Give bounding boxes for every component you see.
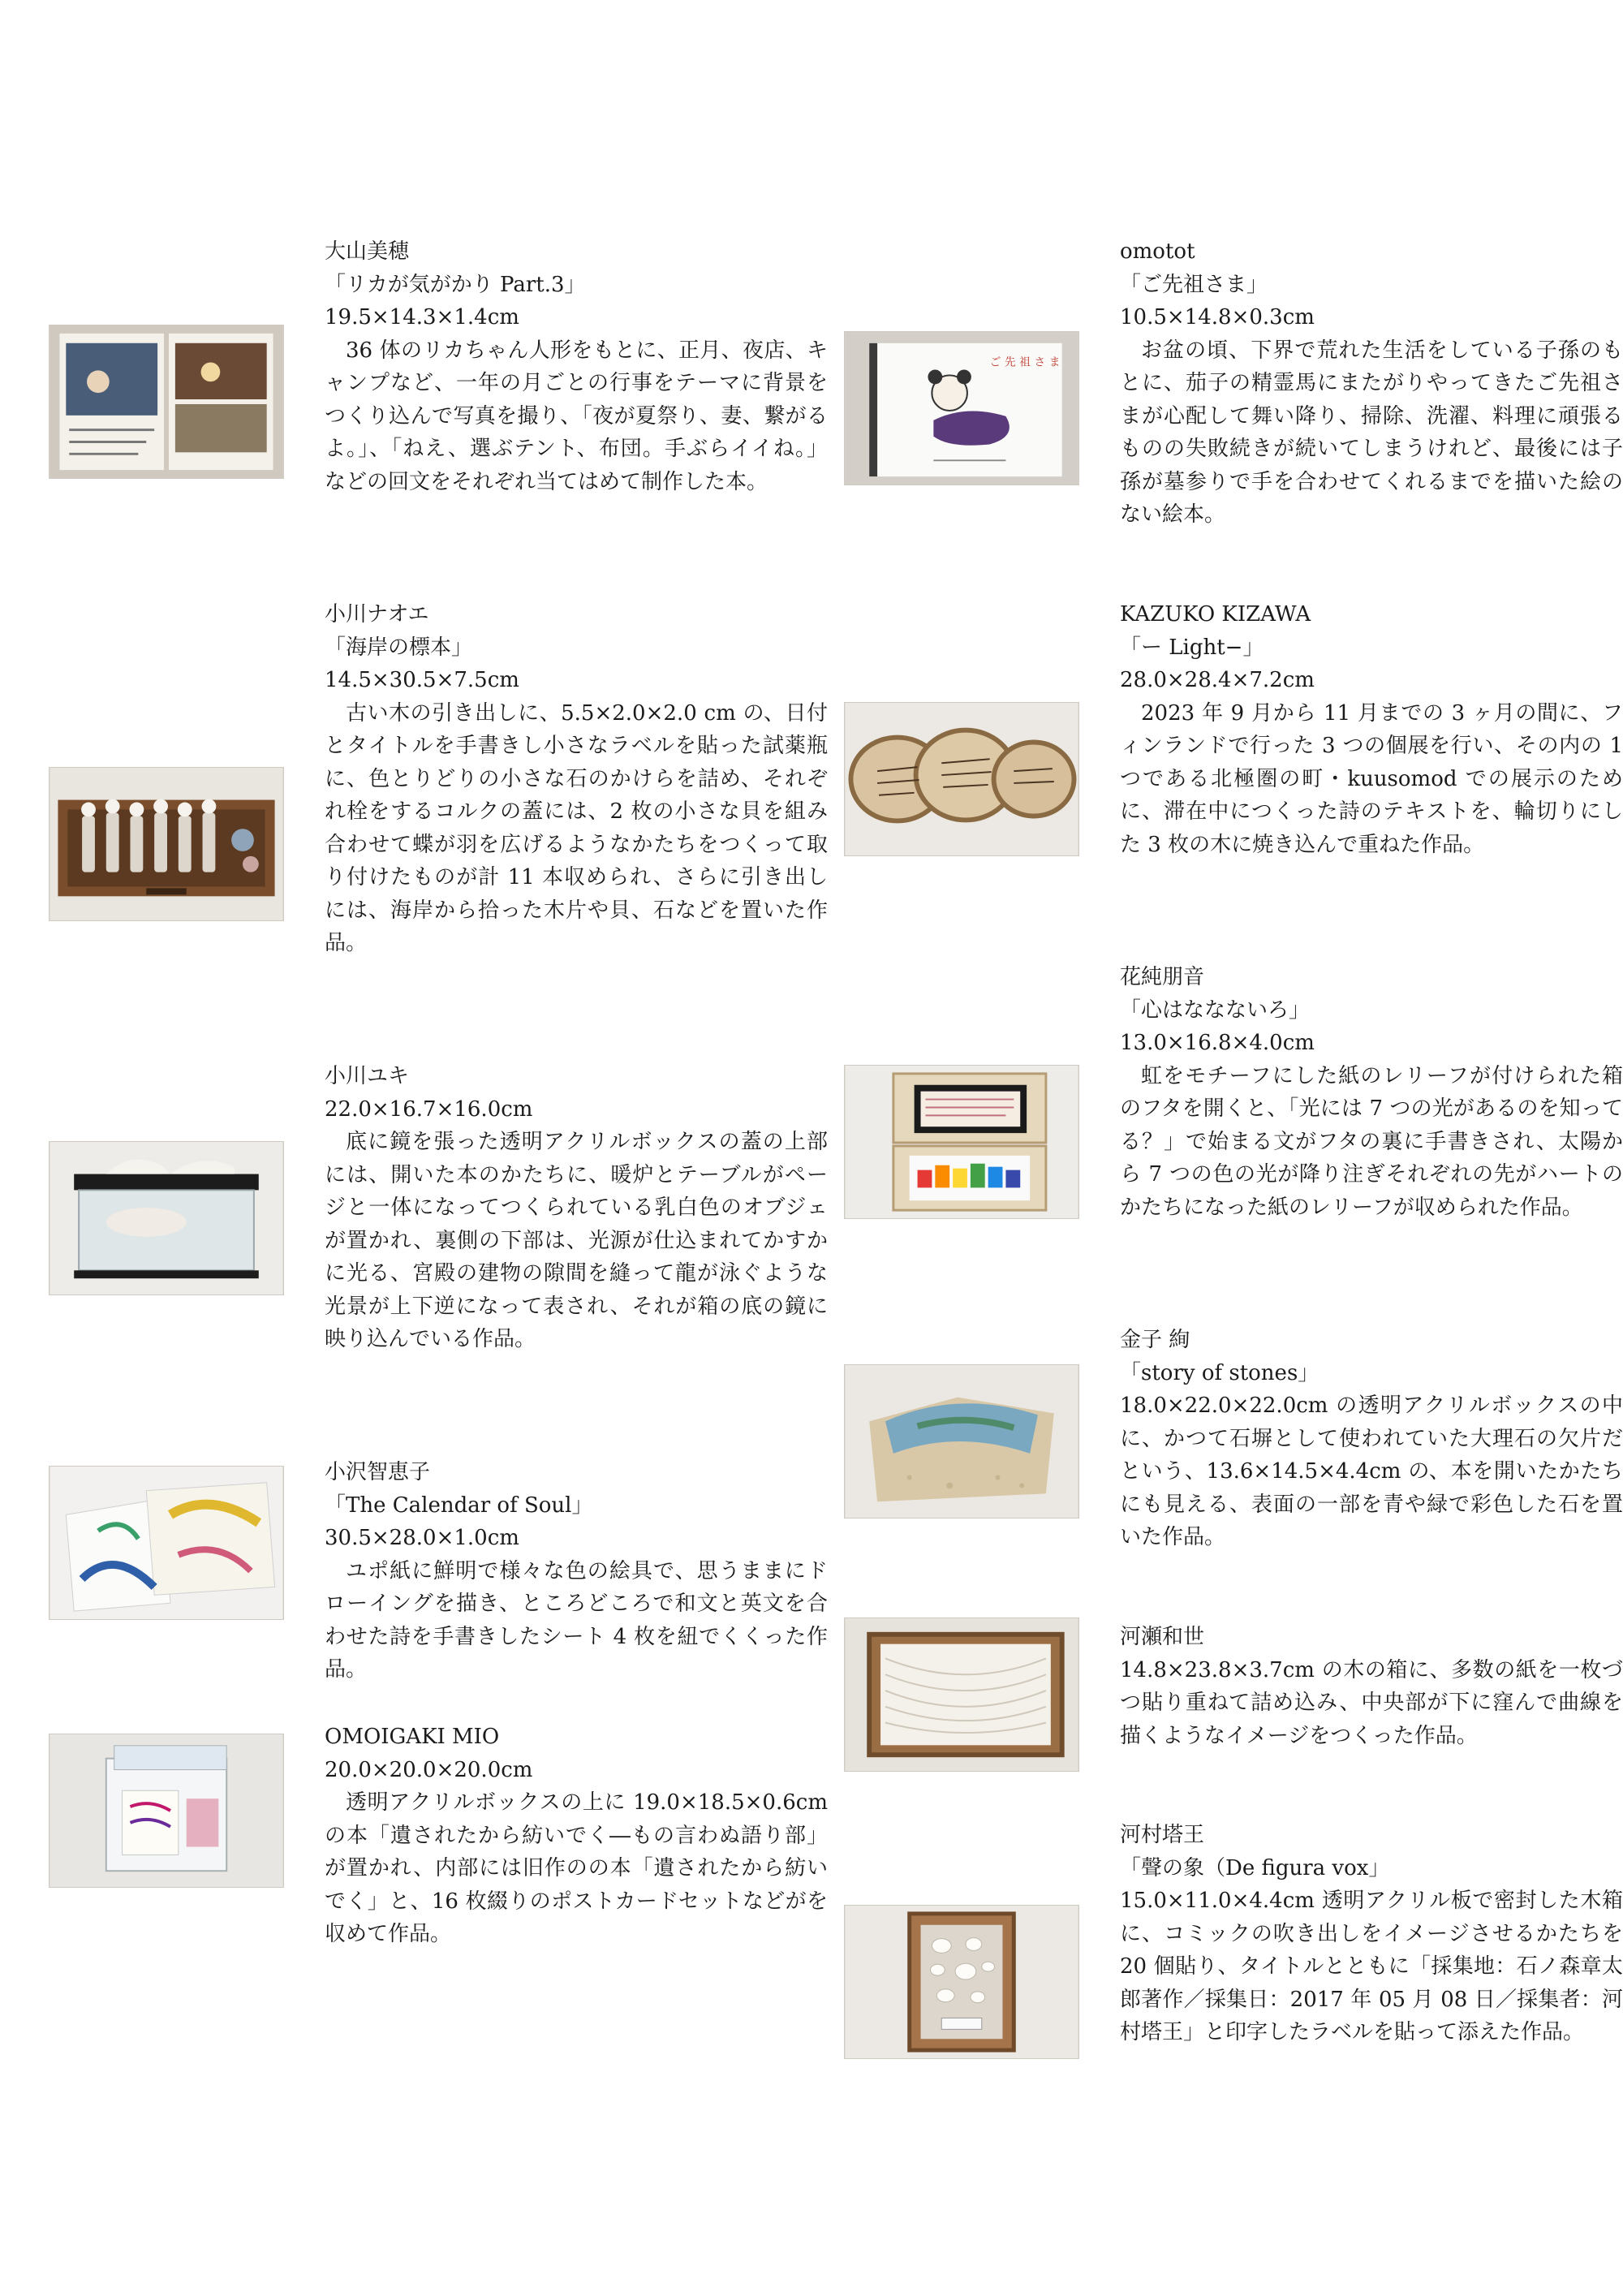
specimen-box-icon [844, 1905, 1079, 2059]
work-description: 透明アクリル板で密封した木箱に、コミックの吹き出しをイメージさせるかたちを 20 個貼り、タイトルとともに「採集地：石ノ森章太郎著作／採集日：2017 年 05 月 08 日／採集者：河村塔王」と印字したラベルを貼って添えた作品。 [1120, 1889, 1623, 2044]
work-description: ユポ紙に鮮明で様々な色の絵具で、思うままにドローイングを描き、ところどころで和文と英文を合わせた詩を手書きしたシート 4 枚を紐でくくった作品。 [325, 1558, 828, 1682]
work-size: 19.5×14.3×1.4cm [325, 305, 519, 330]
entry-text [325, 235, 828, 498]
work-description: の木の箱に、多数の紙を一枚づつ貼り重ねて詰め込み、中央部が下に窪んで曲線を描くようなイメージをつくった作品。 [1120, 1657, 1623, 1748]
wood-slices-icon [844, 702, 1079, 856]
work-size: 14.5×30.5×7.5cm [325, 668, 519, 692]
work-title: 「The Calendar of Soul」 [325, 1493, 593, 1518]
stone-icon [844, 1364, 1079, 1518]
acrylic-box-icon [49, 1141, 284, 1295]
work-title: 「ー Light−」 [1120, 635, 1264, 660]
artist-name: 花純朋音 [1120, 965, 1205, 989]
work-title: 「海岸の標本」 [325, 635, 473, 660]
work-description: 透明アクリルボックスの上に 19.0×18.5×0.6cm の本「遺されたから紡いでく―もの言わぬ語り部」が置かれ、内部には旧作のの本「遺されたから紡いでく」と、16 枚綴りのポストカードセットなどがを収めて作品。 [325, 1790, 828, 1946]
work-description-block [1120, 1654, 1623, 1753]
work-title: 「ご先祖さま」 [1120, 272, 1268, 297]
svg-text:ご 先 祖 さ ま: ご 先 祖 さ ま [989, 355, 1061, 369]
work-size: 13.0×16.8×4.0cm [1120, 1031, 1315, 1055]
work-description-block [1120, 1389, 1623, 1554]
entry-text [325, 598, 828, 960]
artist-name: 小川ナオエ [325, 602, 429, 627]
work-size: 28.0×28.4×7.2cm [1120, 668, 1315, 692]
paper-box-icon [844, 1618, 1079, 1772]
cube-box-icon [49, 1734, 284, 1888]
work-title: 「聲の象（De figura vox」 [1120, 1855, 1390, 1880]
photo-book-icon [49, 325, 284, 479]
work-size: 10.5×14.8×0.3cm [1120, 305, 1315, 330]
work-size: 18.0×22.0×22.0cm [1120, 1394, 1328, 1418]
entry-text [325, 1456, 828, 1686]
work-title: 「リカが気がかり Part.3」 [325, 272, 586, 297]
artist-name: KAZUKO KIZAWA [1120, 602, 1311, 627]
artist-name: omotot [1120, 239, 1195, 264]
work-description-block [1120, 1885, 1623, 2049]
entry-text [1120, 1819, 1623, 2049]
work-title: 「story of stones」 [1120, 1360, 1319, 1385]
work-size: 15.0×11.0×4.4cm [1120, 1889, 1315, 1913]
picture-card-icon [844, 331, 1079, 485]
artist-name: OMOIGAKI MIO [325, 1725, 500, 1749]
work-description: 虹をモチーフにした紙のレリーフが付けられた箱のフタを開くと、「光には 7 つの光があるのを知ってる？」で始まる文がフタの裏に手書きされ、太陽から 7 つの色の光が降り注ぎそれぞれの先がハートのかたちになった紙のレリーフが収められた作品。 [1120, 1063, 1623, 1220]
work-size: 22.0×16.7×16.0cm [325, 1096, 533, 1122]
work-description: お盆の頃、下界で荒れた生活をしている子孫のもとに、茄子の精霊馬にまたがりやってきたご先祖さまが心配して舞い降り、掃除、洗濯、料理に頑張るものの失敗続きが続いてしまうけれど、最後には子孫が墓参りで手を合わせてくれるまでを描いた絵のない絵本。 [1120, 338, 1623, 527]
work-description: の透明アクリルボックスの中に、かつて石塀として使われていた大理石の欠片だという、13.6×14.5×4.4cm の、本を開いたかたちにも見える、表面の一部を青や緑で彩色した石を置いた作品。 [1120, 1394, 1623, 1549]
entry-text [325, 1060, 828, 1356]
work-description: 古い木の引き出しに、5.5×2.0×2.0 cm の、日付とタイトルを手書きし小さなラベルを貼った試薬瓶に、色とりどりの小さな石のかけらを詰め、それぞれ栓をするコルクの蓋には、2 枚の小さな貝を組み合わせて蝶が羽を広げるようなかたちをつくって取り付けたものが計 11 本収められ、さらに引き出しには、海岸から拾った木片や貝、石などを置いた作品。 [325, 700, 828, 955]
painted-sheets-icon [49, 1466, 284, 1620]
artist-name: 河瀬和世 [1120, 1625, 1205, 1649]
work-description: 底に鏡を張った透明アクリルボックスの蓋の上部には、開いた本のかたちに、暖炉とテーブルがページと一体になってつくられている乳白色のオブジェが置かれ、裏側の下部は、光源が仕込まれてかすかに光る、宮殿の建物の隙間を縫って龍が泳ぐような光景が上下逆になって表され、それが箱の底の鏡に映り込んでいる作品。 [325, 1130, 828, 1351]
artist-name: 小沢智恵子 [325, 1460, 431, 1484]
open-box-icon [844, 1065, 1079, 1219]
work-title: 「心はななないろ」 [1120, 997, 1311, 1023]
work-description: 36 体のリカちゃん人形をもとに、正月、夜店、キャンプなど、一年の月ごとの行事をテーマに背景をつくり込んで写真を撮り、「夜が夏祭り、妻、繋がるよ。」、「ねえ、選ぶテント、布団。手ぶらイイね。」などの回文をそれぞれ当てはめて制作した本。 [325, 338, 828, 494]
artist-name: 大山美穂 [325, 239, 410, 264]
entry-text [1120, 961, 1623, 1224]
entry-text [1120, 235, 1623, 532]
work-description: 2023 年 9 月から 11 月までの 3 ヶ月の間に、フィンランドで行った 3 つの個展を行い、その内の 1 つである北極圏の町・kuusomod での展示のために、滞在中につくった詩のテキストを、輪切りにした 3 枚の木に焼き込んで重ねた作品。 [1120, 700, 1623, 857]
artist-name: 河村塔王 [1120, 1823, 1205, 1847]
artist-name: 金子 絢 [1120, 1328, 1190, 1352]
entry-text [1120, 1621, 1623, 1752]
work-size: 20.0×20.0×20.0cm [325, 1757, 533, 1782]
drawer-bottles-icon [49, 767, 284, 921]
entry-text [325, 1721, 828, 1951]
entry-text [1120, 598, 1623, 861]
artist-name: 小川ユキ [325, 1064, 410, 1088]
entry-text [1120, 1324, 1623, 1554]
work-size: 30.5×28.0×1.0cm [325, 1526, 519, 1550]
work-size: 14.8×23.8×3.7cm [1120, 1657, 1315, 1682]
